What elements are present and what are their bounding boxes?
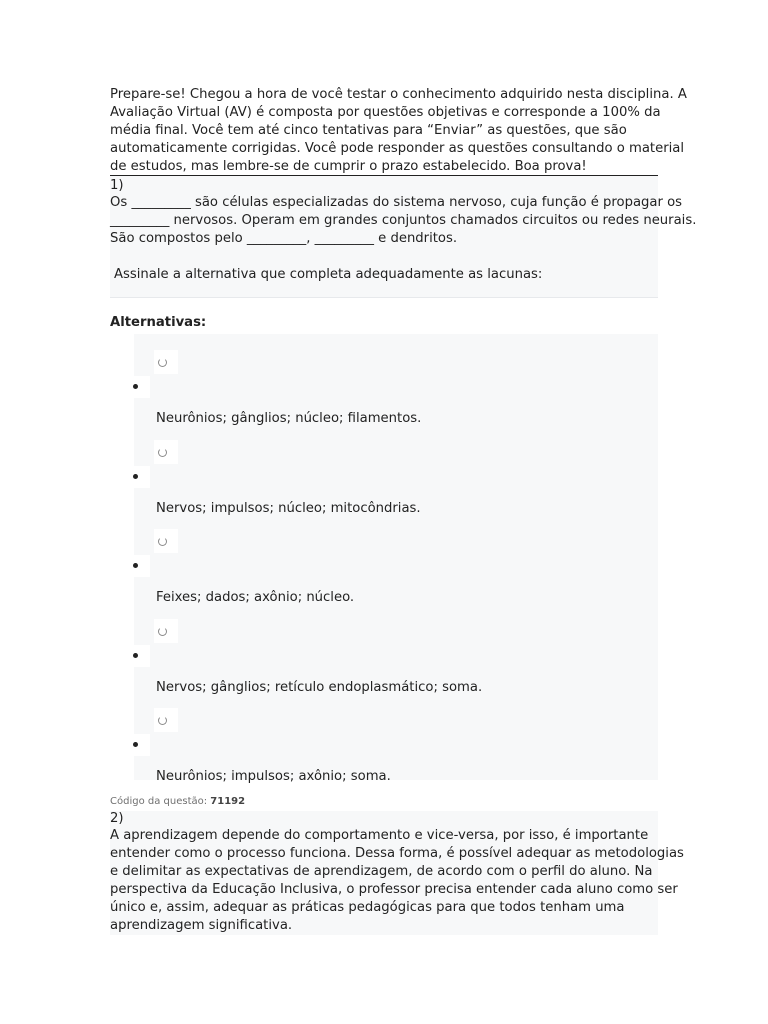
radio-icon[interactable] [158,537,167,546]
question-code-value: 71192 [210,796,246,807]
bullet-icon [133,742,138,747]
question-1-number: 1) [110,178,124,193]
alternatives-title: Alternativas: [110,315,207,330]
question-2-number: 2) [110,811,124,826]
question-2-line: perspectiva da Educação Inclusiva, o professor precisa entender cada aluno como ser [110,882,678,897]
alternative-label[interactable]: Nervos; impulsos; núcleo; mitocôndrias. [156,501,421,516]
question-1-instruction: Assinale a alternativa que completa adequadamente as lacunas: [114,267,543,282]
question-2-line: único e, assim, adequar as práticas pedagógicas para que todos tenham uma [110,900,625,915]
alternative-option-1[interactable] [110,340,660,429]
question-2-line: e delimitar as expectativas de aprendizagem, de acordo com o perfil do aluno. Na [110,864,653,879]
question-1-line: _________ nervosos. Operam em grandes conjuntos chamados circuitos ou redes neurais. [110,213,697,228]
alternative-label[interactable]: Feixes; dados; axônio; núcleo. [156,590,355,605]
question-2-line: aprendizagem significativa. [110,918,293,933]
alternative-label[interactable]: Neurônios; gânglios; núcleo; filamentos. [156,411,422,426]
radio-icon[interactable] [158,358,167,367]
bullet-icon [133,563,138,568]
question-1-line: São compostos pelo _________, _________ e dendritos. [110,231,458,246]
question-2-line: entender como o processo funciona. Dessa forma, é possível adequar as metodologias [110,846,684,861]
alternative-label[interactable]: Neurônios; impulsos; axônio; soma. [156,769,391,784]
intro-paragraph [110,86,687,176]
radio-icon[interactable] [158,448,167,457]
question-1-statement [110,194,697,248]
intro-line: automaticamente corrigidas. Você pode responder as questões consultando o material [110,141,685,156]
radio-icon[interactable] [158,627,167,636]
alternative-option-4[interactable] [110,609,660,698]
bullet-icon [133,384,138,389]
bullet-icon [133,653,138,658]
question-1-separator [110,297,658,298]
question-1-line: Os _________ são células especializadas do sistema nervoso, cuja função é propagar os [110,195,683,210]
alternative-option-3[interactable] [110,519,660,608]
question-2-statement [110,827,684,935]
alternative-option-5[interactable] [110,698,660,787]
intro-line: de estudos, mas lembre-se de cumprir o prazo estabelecido. Boa prova! [110,159,587,174]
radio-icon[interactable] [158,716,167,725]
question-2-line: A aprendizagem depende do comportamento e vice-versa, por isso, é importante [110,828,649,843]
intro-line: média final. Você tem até cinco tentativas para “Enviar” as questões, que são [110,123,627,138]
alternative-option-2[interactable] [110,430,660,519]
question-code-label: Código da questão: [110,796,208,807]
intro-line: Prepare-se! Chegou a hora de você testar o conhecimento adquirido nesta disciplina. A [110,87,687,102]
question-code [110,796,245,807]
bullet-icon [133,474,138,479]
alternative-label[interactable]: Nervos; gânglios; retículo endoplasmático; soma. [156,680,483,695]
intro-line: Avaliação Virtual (AV) é composta por questões objetivas e corresponde a 100% da [110,105,661,120]
